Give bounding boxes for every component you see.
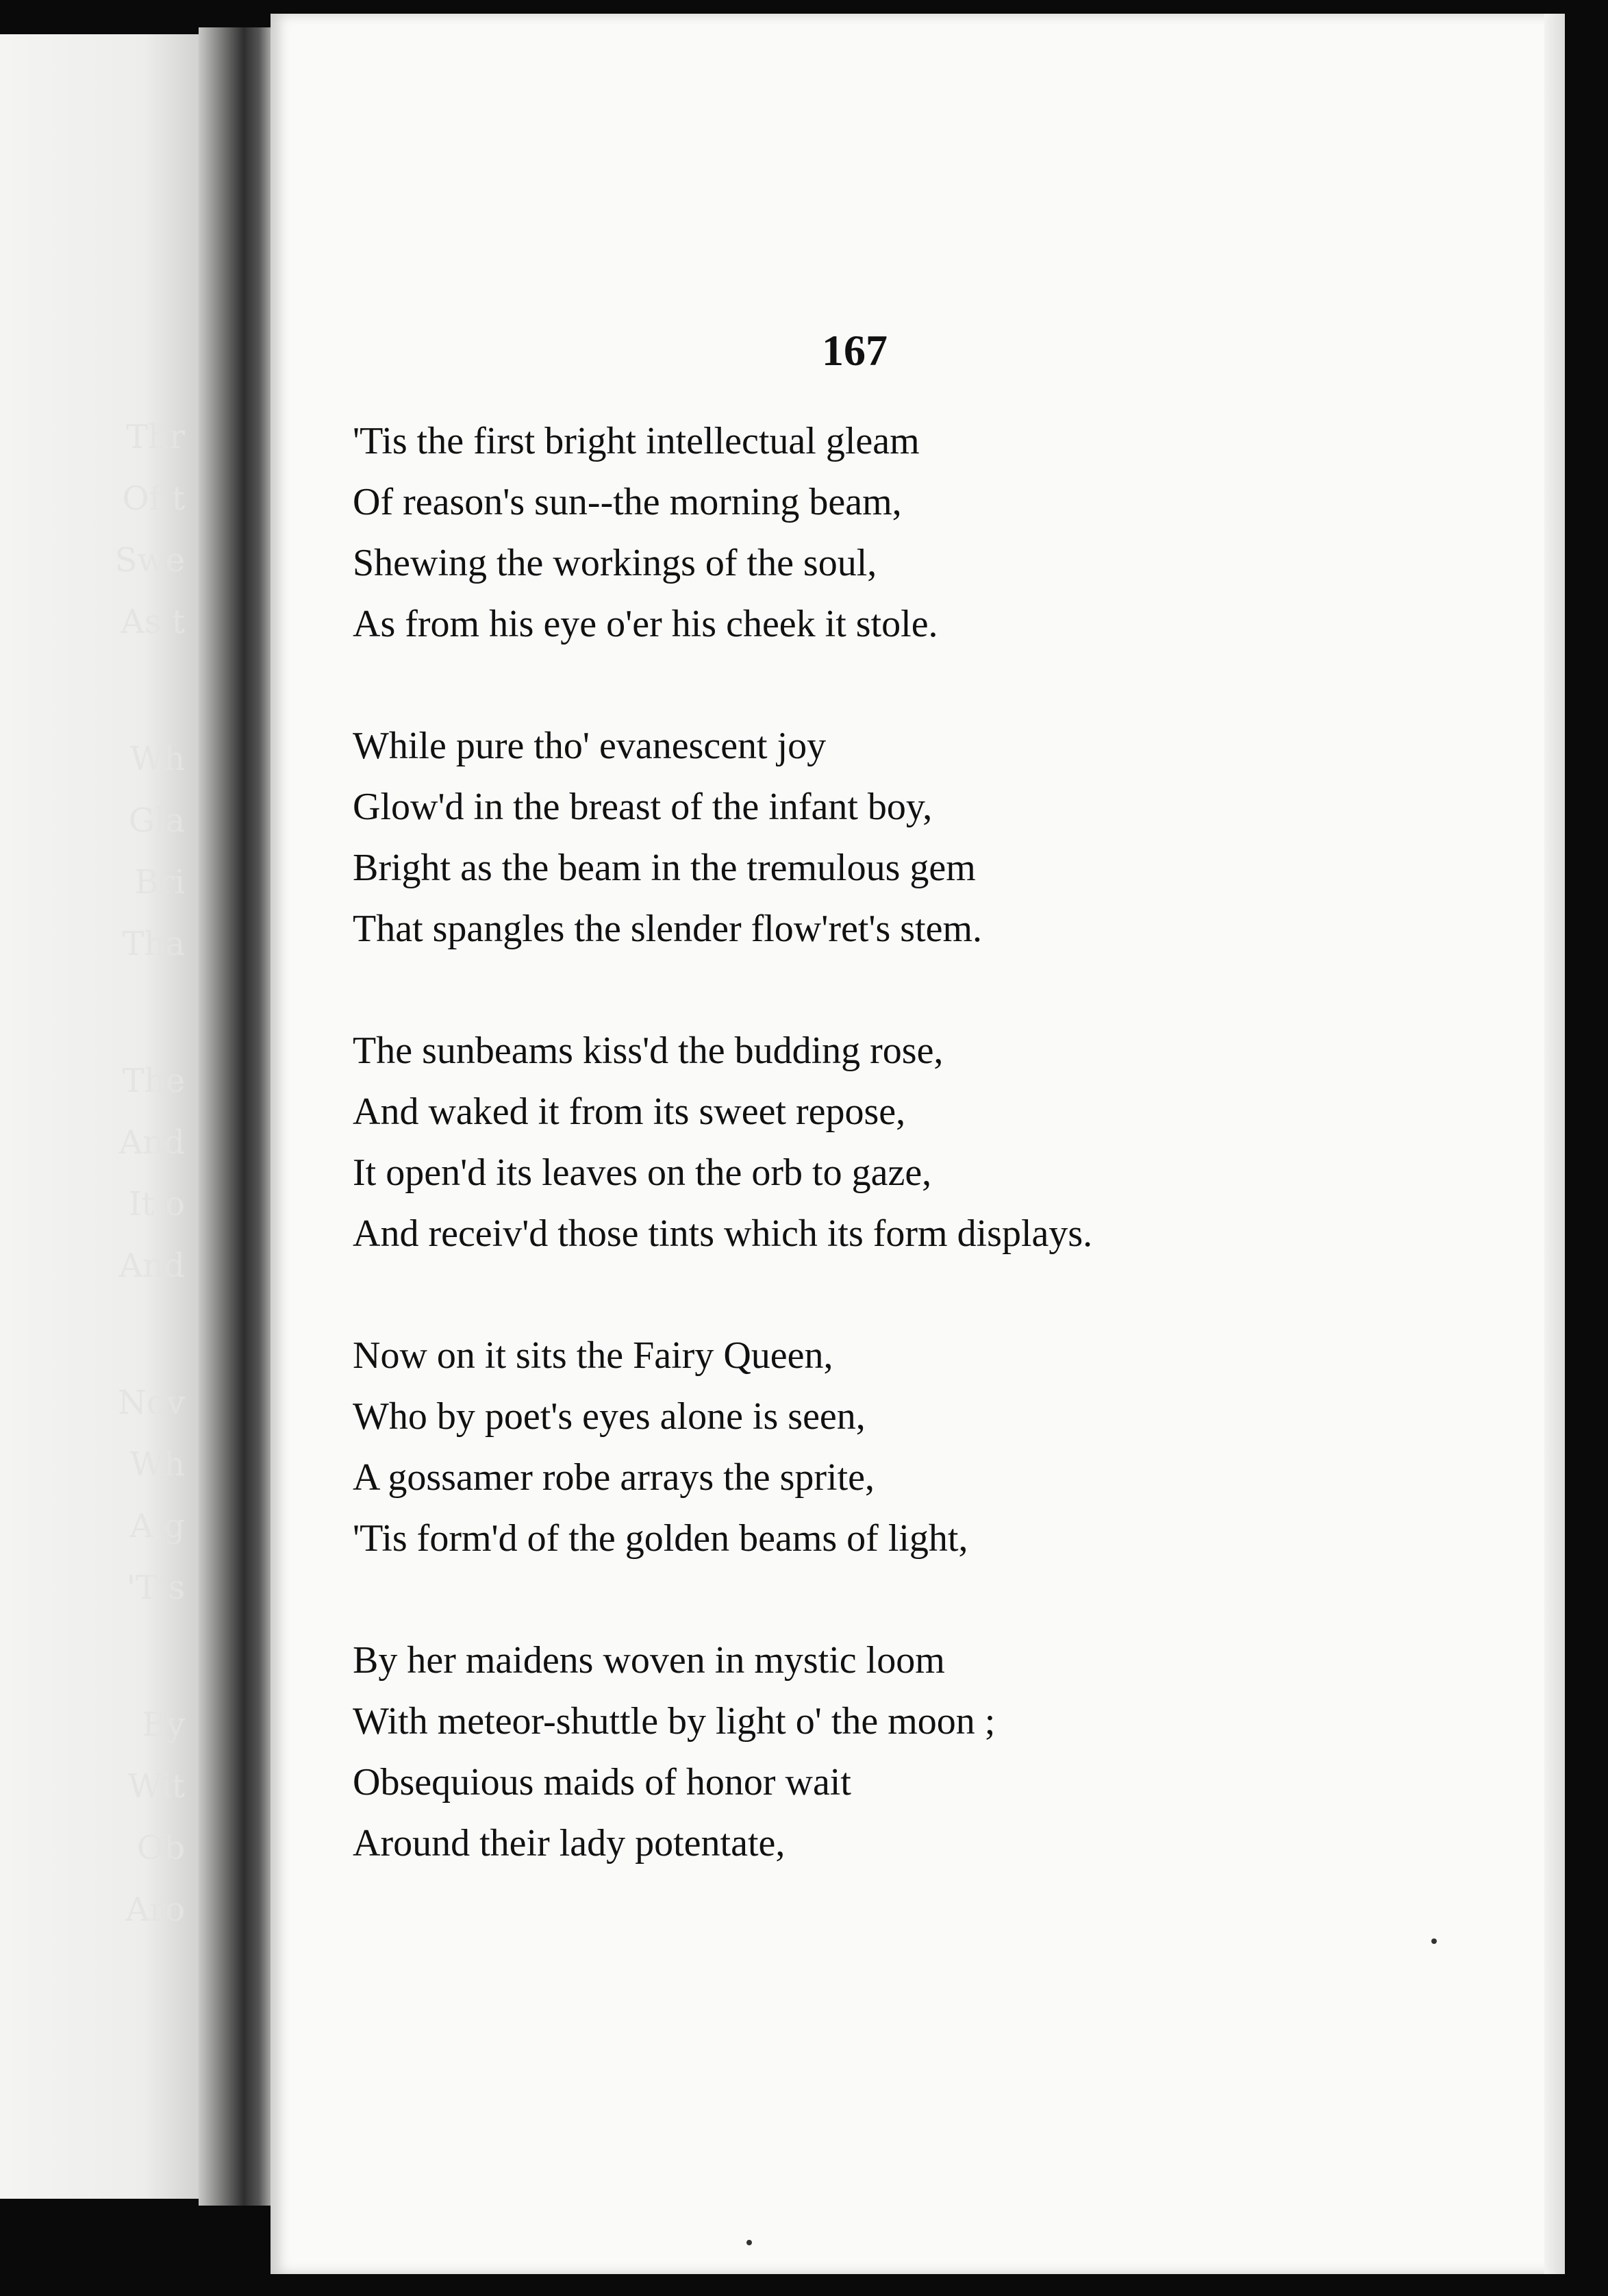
- poem-line: With meteor-shuttle by light o' the moon ;: [353, 1700, 996, 1743]
- poem-line: And receiv'd those tints which its form displays.: [353, 1212, 1093, 1255]
- poem-line: Glow'd in the breast of the infant boy,: [353, 786, 933, 828]
- poem-line: Around their lady potentate,: [353, 1822, 786, 1864]
- stanza: [353, 1630, 1421, 1874]
- ink-speck: [1431, 1938, 1437, 1944]
- poem-line: Obsequious maids of honor wait: [353, 1761, 851, 1804]
- poem-line: As from his eye o'er his cheek it stole.: [353, 603, 938, 645]
- poem-line: By her maidens woven in mystic loom: [353, 1639, 945, 1682]
- facing-page: [0, 34, 205, 2199]
- poem-line: Who by poet's eyes alone is seen,: [353, 1395, 866, 1438]
- poem-line: And waked it from its sweet repose,: [353, 1090, 906, 1133]
- poem-line: Of reason's sun--the morning beam,: [353, 481, 902, 523]
- page-edge: [1544, 14, 1565, 2274]
- poem-line: Now on it sits the Fairy Queen,: [353, 1334, 833, 1377]
- poem-line: The sunbeams kiss'd the budding rose,: [353, 1030, 944, 1072]
- ink-speck: [746, 2240, 752, 2245]
- poem-line: Shewing the workings of the soul,: [353, 542, 877, 584]
- poem-line: That spangles the slender flow'ret's stem.: [353, 908, 983, 950]
- book-gutter-shadow: [199, 27, 274, 2206]
- poem-line: While pure tho' evanescent joy: [353, 725, 827, 767]
- stanza: [353, 1325, 1421, 1569]
- poem-line: 'Tis the first bright intellectual gleam: [353, 420, 920, 462]
- poem-line: 'Tis form'd of the golden beams of light,: [353, 1517, 968, 1560]
- facing-page-bleed: Thr Of t Swe As t Wh Gla Bri Tha The And It o And Nov Wh A g 'Tis By Wit Ob Aro: [114, 418, 185, 1929]
- poem-line: It open'd its leaves on the orb to gaze,: [353, 1151, 932, 1194]
- poem-line: Bright as the beam in the tremulous gem: [353, 847, 976, 889]
- page-number: 167: [822, 326, 888, 375]
- stanza: [353, 1021, 1421, 1264]
- stanza: [353, 716, 1421, 960]
- stanza: [353, 411, 1421, 655]
- poem-body: [353, 411, 1421, 1874]
- poem-line: A gossamer robe arrays the sprite,: [353, 1456, 875, 1499]
